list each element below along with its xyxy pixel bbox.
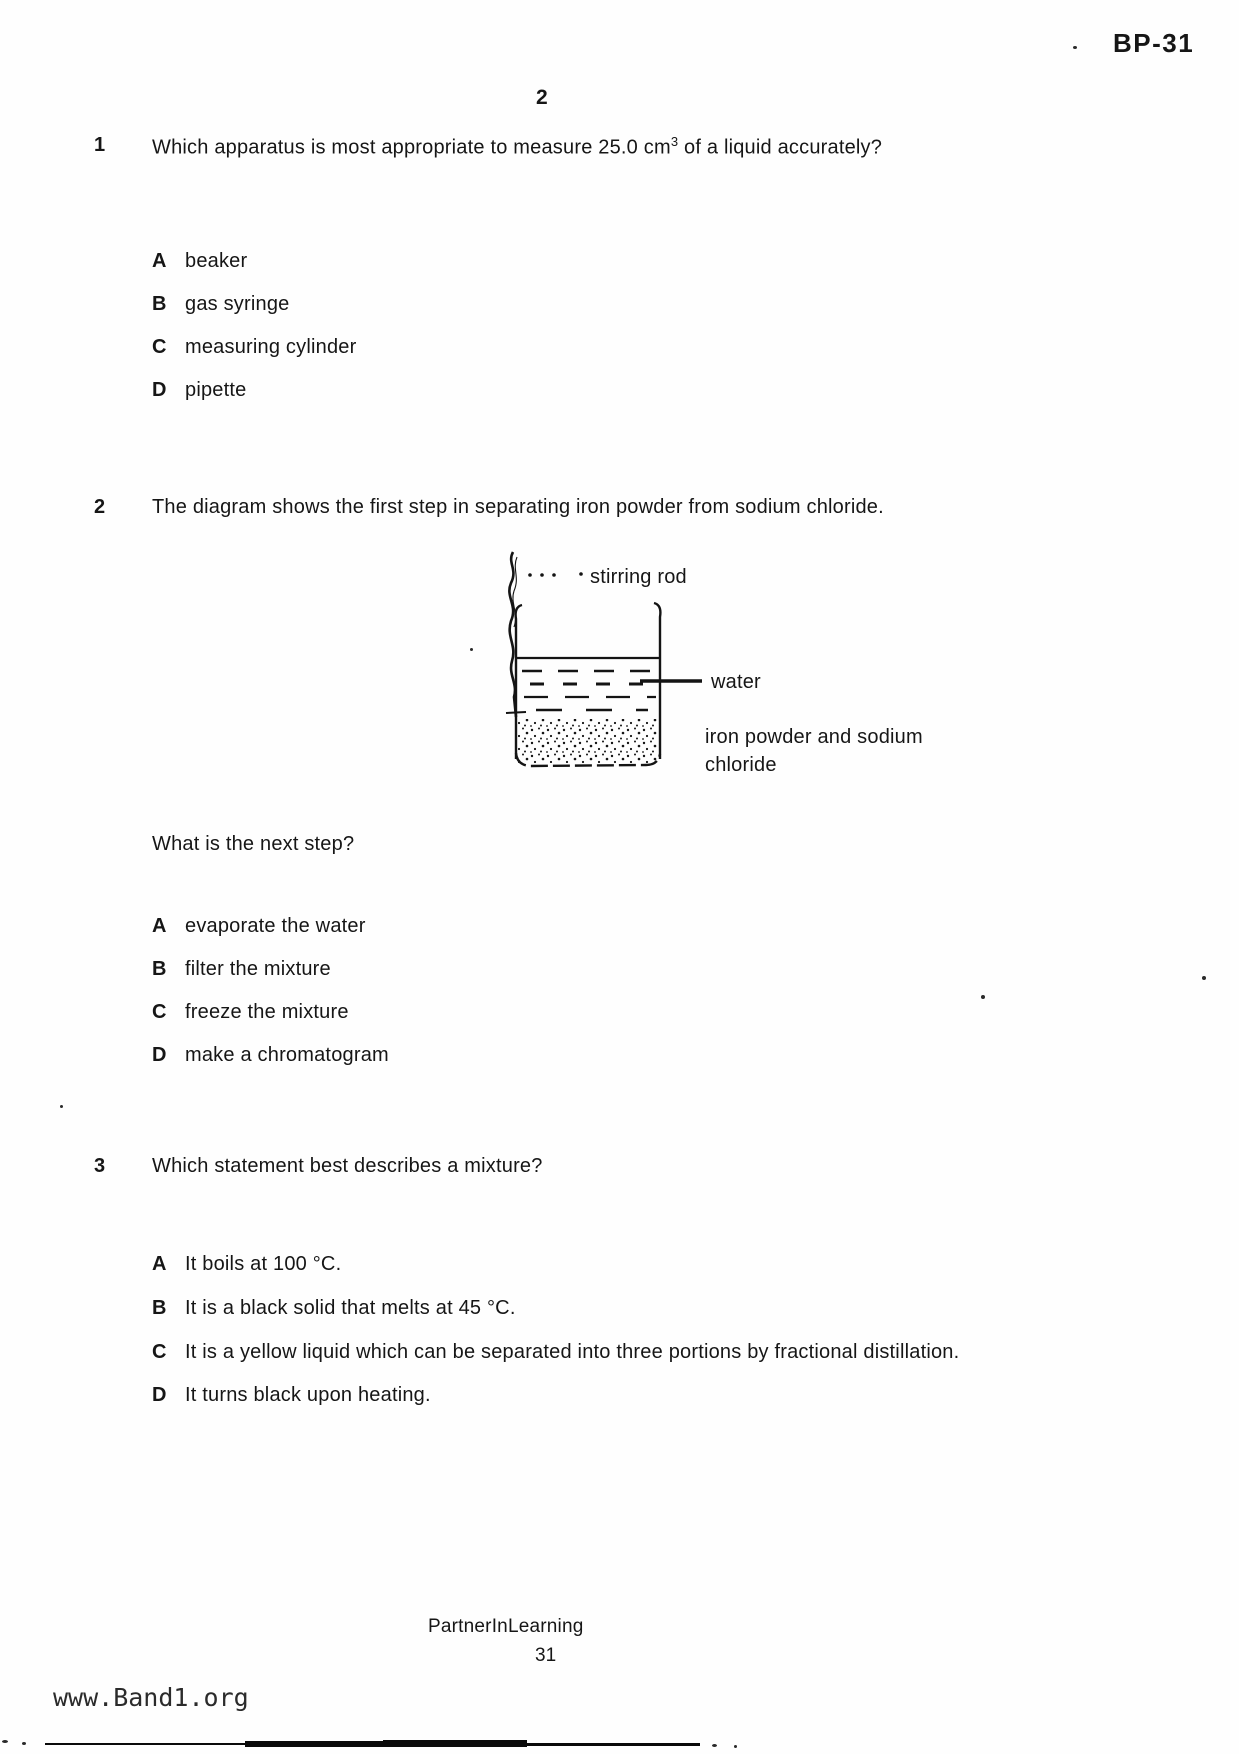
q2-option-a <box>152 915 366 938</box>
water-label: water <box>711 671 761 693</box>
scan-speck <box>60 1105 63 1108</box>
option-letter: D <box>152 1384 167 1406</box>
leader-dot <box>528 573 532 577</box>
question-1-text <box>152 134 882 160</box>
question-2-followup: What is the next step? <box>152 833 355 855</box>
option-text: measuring cylinder <box>185 336 357 358</box>
option-text: freeze the mixture <box>185 1001 349 1023</box>
option-letter: B <box>152 1297 167 1319</box>
question-2-text: The diagram shows the first step in separating iron powder from sodium chloride. <box>152 496 884 518</box>
option-text: beaker <box>185 250 248 272</box>
scan-speck <box>2 1740 8 1743</box>
q3-option-a <box>152 1253 341 1276</box>
q1-option-d <box>152 379 246 402</box>
scan-bar-segment <box>45 1743 245 1745</box>
solid-label-line2: chloride <box>705 754 777 776</box>
question-1-superscript: 3 <box>670 134 679 149</box>
question-1-text-before: Which apparatus is most appropriate to measure 25.0 cm <box>152 136 671 159</box>
option-text: It turns black upon heating. <box>185 1384 431 1406</box>
scan-speck <box>22 1742 26 1745</box>
option-letter: D <box>152 379 167 401</box>
scan-speck <box>1073 46 1077 49</box>
option-letter: B <box>152 293 167 315</box>
scan-bar-segment <box>527 1743 700 1746</box>
watermark-url: www.Band1.org <box>53 1683 249 1712</box>
question-2-number: 2 <box>94 496 106 518</box>
paper-code: BP-31 <box>1113 28 1195 58</box>
option-text: make a chromatogram <box>185 1044 389 1066</box>
question-1-number: 1 <box>94 134 106 156</box>
q2-option-b <box>152 958 331 981</box>
option-letter: D <box>152 1044 167 1066</box>
option-letter: B <box>152 958 167 980</box>
q1-option-c <box>152 336 356 359</box>
question-1-text-after: of a liquid accurately? <box>678 136 883 159</box>
option-text: evaporate the water <box>185 915 366 937</box>
scan-bar-segment <box>383 1740 527 1747</box>
option-letter: A <box>152 250 167 272</box>
option-letter: C <box>152 1001 167 1023</box>
leader-dot <box>540 573 544 577</box>
page-number-bottom: 31 <box>535 1645 557 1666</box>
scan-bar-segment <box>245 1741 383 1747</box>
page-number-top: 2 <box>536 86 548 109</box>
q2-option-c <box>152 1001 349 1024</box>
q3-option-b <box>152 1297 516 1320</box>
solid-stipple <box>518 719 658 763</box>
option-text: filter the mixture <box>185 958 331 980</box>
scan-speck <box>981 995 985 999</box>
scan-speck <box>470 648 473 651</box>
solid-label-line1: iron powder and sodium <box>705 726 923 748</box>
option-text: gas syringe <box>185 293 290 315</box>
scan-speck <box>712 1744 717 1747</box>
beaker-diagram <box>450 545 970 785</box>
option-text: It is a black solid that melts at 45 °C. <box>185 1297 516 1319</box>
question-3-text: Which statement best describes a mixture? <box>152 1155 543 1177</box>
option-text: pipette <box>185 379 247 401</box>
q3-option-c <box>152 1341 959 1364</box>
q2-option-d <box>152 1044 389 1067</box>
option-text: It is a yellow liquid which can be separated into three portions by fractional distillation. <box>185 1341 960 1363</box>
scan-speck <box>1202 976 1206 980</box>
question-3-number: 3 <box>94 1155 106 1177</box>
q3-option-d <box>152 1384 431 1407</box>
option-letter: A <box>152 915 167 937</box>
q1-option-b <box>152 293 289 316</box>
option-letter: A <box>152 1253 167 1275</box>
option-letter: C <box>152 336 167 358</box>
leader-dot <box>579 572 583 576</box>
footer-brand: PartnerInLearning <box>428 1616 584 1637</box>
stirring-rod-label: stirring rod <box>590 566 687 588</box>
option-text: It boils at 100 °C. <box>185 1253 342 1275</box>
q1-option-a <box>152 250 247 273</box>
scan-speck <box>734 1745 737 1748</box>
option-letter: C <box>152 1341 167 1363</box>
leader-dot <box>552 573 556 577</box>
